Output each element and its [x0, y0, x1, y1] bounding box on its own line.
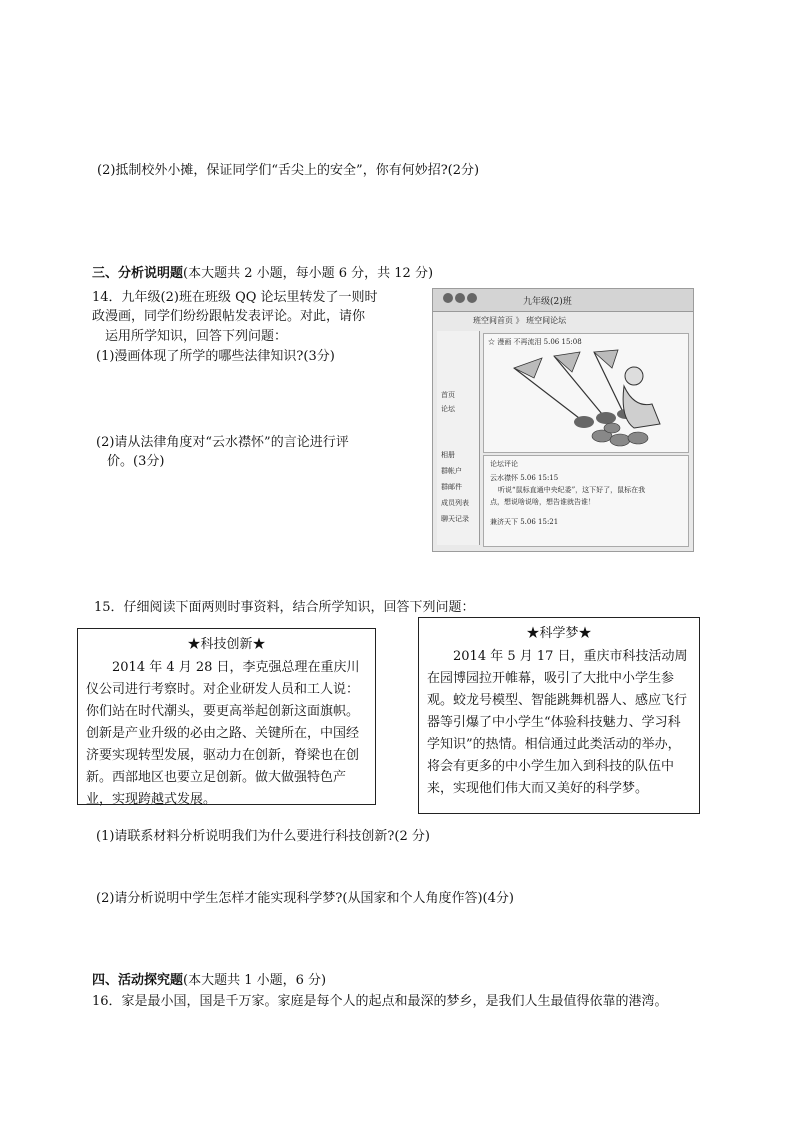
comic-drawing	[484, 348, 688, 452]
comment-2-author: 兼济天下 5.06 15:21	[490, 518, 559, 526]
material-box-innovation-title: ★科技创新★	[187, 637, 266, 652]
question-14-line-3: 运用所学知识，回答下列问题：	[105, 329, 288, 344]
qq-avatars-icon	[443, 293, 479, 305]
question-13-2: (2)抵制校外小摊，保证同学们“舌尖上的安全”，你有何妙招?(2分)	[97, 163, 480, 178]
section-3-note: (本大题共 2 小题，每小题 6 分，共 12 分)	[183, 266, 434, 281]
pennant-flag-2	[554, 352, 580, 372]
forum-side-item-home: 首页	[441, 391, 455, 399]
question-14-2-line-1: (2)请从法律角度对“云水襟怀”的言论进行评	[96, 435, 349, 450]
question-16: 16．家是最小国，国是千万家。家庭是每个人的起点和最深的梦乡，是我们人生最值得依靠的港湾。	[92, 994, 668, 1009]
forum-breadcrumb: 班空间首页 》 班空间论坛	[473, 316, 567, 325]
question-15-2: (2)请分析说明中学生怎样才能实现科学梦?(从国家和个人角度作答)(4分)	[96, 891, 514, 906]
official-head	[625, 367, 643, 385]
material-box-innovation-body: 2014 年 4 月 28 日，李克强总理在重庆川仪公司进行考察时。对企业研发人员和工人说：你们站在时代潮头，要更高举起创新这面旗帜。创新是产业升级的必由之路、关键所在，中国经济要实现转型发展，驱动力在创新，脊梁也在创新。西部地区也要立足创新。做大做强特色产业，实现跨越式发展。	[86, 660, 360, 807]
section-3-title: 三、分析说明题	[92, 266, 184, 281]
question-14-2-line-2: 价。(3分)	[107, 454, 165, 469]
material-box-science-dream	[418, 617, 700, 814]
forum-class-name: 九年级(2)班	[523, 297, 572, 307]
material-box-innovation	[77, 628, 376, 805]
question-15-intro: 15．仔细阅读下面两则时事资料，结合所学知识，回答下列问题：	[94, 600, 475, 615]
comment-1-text-1: 听说“鼠标直通中央纪委”，这下好了，鼠标在我	[498, 486, 646, 494]
forum-side-item-account: 群帐户	[441, 467, 462, 475]
comments-title: 论坛评论	[490, 460, 518, 468]
official-body	[623, 386, 660, 428]
forum-top-bar	[433, 289, 693, 312]
forum-post-panel	[483, 333, 689, 453]
question-15-1: (1)请联系材料分析说明我们为什么要进行科技创新?(2 分)	[96, 829, 430, 844]
forum-side-item-chat: 聊天记录	[441, 515, 469, 523]
forum-post-header: ☆ 漫画 不再流泪 5.06 15:08	[488, 338, 582, 346]
material-box-science-dream-body: 2014 年 5 月 17 日，重庆市科技活动周在园博园拉开帷幕，吸引了大批中小学生参观。蛟龙号模型、智能跳舞机器人、感应飞行器等引爆了中小学生“体验科技魅力、学习科学知识”的热情。相信通过此类活动的举办，将会有更多的中小学生加入到科技的队伍中来，实现他们伟大而又美好的科学梦。	[427, 649, 688, 796]
section-4-title: 四、活动探究题	[92, 973, 184, 988]
section-4-heading	[92, 972, 326, 990]
question-14-1: (1)漫画体现了所学的哪些法律知识?(3分)	[96, 349, 335, 364]
forum-sidebar	[437, 331, 480, 545]
question-14-line-2: 政漫画，同学们纷纷跟帖发表评论。对此，请你	[92, 309, 366, 324]
comment-1-text-2: 点，想说啥说啥，想告谁就告谁！	[490, 498, 595, 506]
pennant-flag-1	[514, 358, 542, 378]
mouse-2	[596, 412, 616, 424]
pennant-pole-2	[554, 356, 602, 414]
forum-side-item-album: 相册	[441, 451, 455, 459]
question-14-line-1: 14．九年级(2)班在班级 QQ 论坛里转发了一则时	[92, 290, 378, 305]
comment-1-author: 云水襟怀 5.06 15:15	[490, 474, 559, 482]
forum-side-item-mail: 群邮件	[441, 483, 462, 491]
material-box-science-dream-title: ★科学梦★	[526, 626, 592, 641]
forum-comic-screenshot	[432, 288, 694, 552]
mouse-1	[574, 416, 594, 428]
pennant-pole-1	[514, 368, 579, 418]
forum-side-item-members: 成员列表	[441, 499, 469, 507]
forum-side-item-forum: 论坛	[441, 405, 455, 413]
section-3-heading	[92, 265, 433, 283]
forum-comments-panel	[483, 455, 689, 547]
section-4-note: (本大题共 1 小题，6 分)	[183, 973, 327, 988]
